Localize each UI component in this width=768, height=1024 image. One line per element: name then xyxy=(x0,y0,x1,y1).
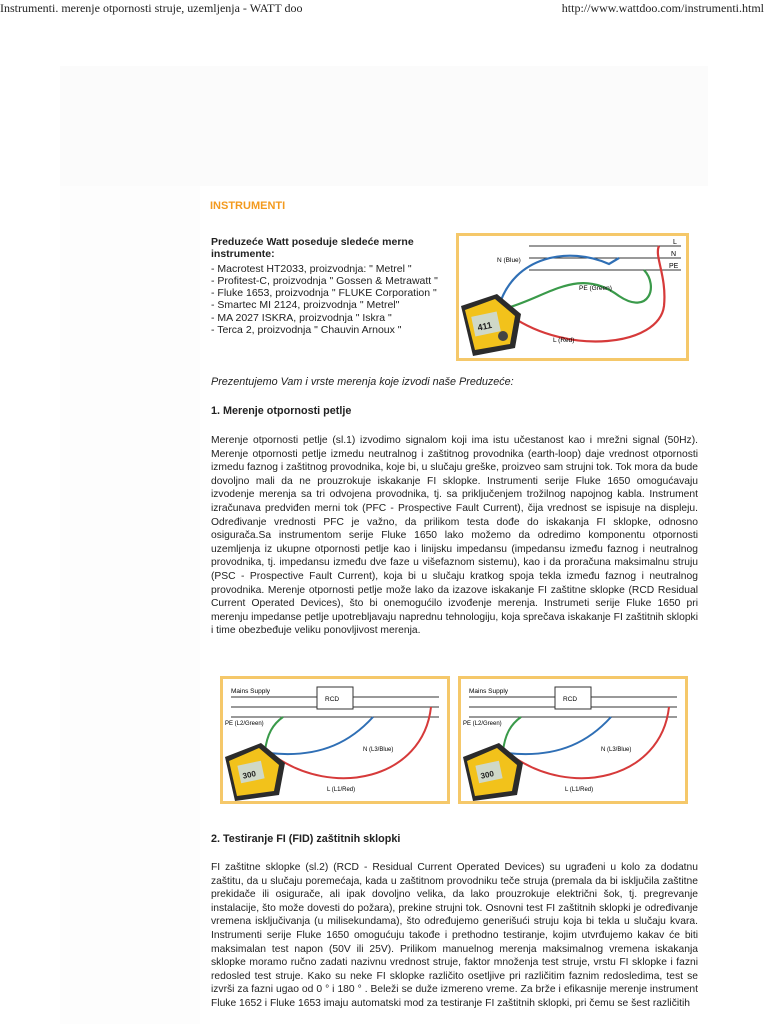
instrument-item: - Macrotest HT2033, proizvodnja: " Metrel " xyxy=(211,262,412,275)
n-label: N (L3/Blue) xyxy=(601,747,632,753)
instrument-item: - Smartec MI 2124, proizvodnja " Metrel" xyxy=(211,299,400,312)
instrument-list xyxy=(211,263,446,337)
rcd-diagram-left xyxy=(223,679,447,801)
mains-supply-label: Mains Supply xyxy=(231,688,271,695)
meter-display: 411 xyxy=(476,319,493,333)
multimeter-icon xyxy=(463,743,523,801)
loop-test-figure xyxy=(456,233,689,361)
l-wire-label: L (Red) xyxy=(553,337,575,344)
left-column xyxy=(60,186,200,1024)
pe-label: PE (L2/Green) xyxy=(225,721,264,727)
pe-wire-label: PE (Green) xyxy=(579,285,612,292)
instrument-item: - Profitest-C, proizvodnja " Gossen & Metrawatt " xyxy=(211,274,438,287)
mains-supply-label: Mains Supply xyxy=(469,688,509,695)
instrument-item: - MA 2027 ISKRA, proizvodnja " Iskra " xyxy=(211,311,392,324)
rcd-label: RCD xyxy=(325,696,340,703)
section-title: INSTRUMENTI xyxy=(210,200,286,212)
l-label: L (L1/Red) xyxy=(565,787,594,793)
section2-body: FI zaštitne sklopke (sl.2) (RCD - Residual Current Operated Devices) su ugrađeni u kolo za dodatnu zaštitu, da u slučaju poremećaja, kada u zaštitnom provodniku teče struja (premala da bi isključila zaštitne prekidače ili osigurače, ali ipak dovoljno velika, da lako prouzrokuje električni šok, tj. pregrevanje instalacije, što može dovesti do požara), prekine strujni tok. Osnovni test FI zaštitnih sklopki je određivanje vremena isključivanja (u milisekundama), što određujemo generišući struju koja bi tekla u slučaju kvara. Instrumenti serije Fluke 1650 omogućuju takođe i prethodno testiranje, kojim utvrđujemo kakav će biti maksimalan test napon (50V ili 25V). Prilikom manuelnog merenja maksimalnog vremena iskakanja sklopke moramo ručno zadati nazivnu vrednost struje, faktor množenja test struje, vrstu FI sklopke i fazni redosled test struje. Kako su neke FI sklopke različito osetljive pri različitim faznim redosledima, test se izvrši za fazni ugao od 0 ° i 180 ° . Beleži se duže izmereno vreme. Za brže i efikasnije merenje instrument Fluke 1652 i Fluke 1653 imaju automatski mod za testiranje FI zaštitnih sklopki, pri čemu se šest različitih xyxy=(211,862,698,1009)
page-header-url[interactable]: http://www.wattdoo.com/instrumenti.html xyxy=(561,1,764,15)
section1-heading: 1. Merenje otpornosti petlje xyxy=(211,405,352,417)
line-label-n: N xyxy=(671,251,677,258)
rcd-label: RCD xyxy=(563,696,578,703)
pe-label: PE (L2/Green) xyxy=(463,721,502,727)
line-label-l: L xyxy=(673,239,677,246)
banner-area xyxy=(60,66,708,186)
instrument-item: - Terca 2, proizvodnja " Chauvin Arnoux " xyxy=(211,324,402,337)
rcd-test-figure-right xyxy=(458,676,688,804)
rcd-test-figure-left xyxy=(220,676,450,804)
rcd-diagram-right xyxy=(461,679,685,801)
n-label: N (L3/Blue) xyxy=(363,747,394,753)
line-label-pe: PE xyxy=(669,263,679,270)
meter-display: 300 xyxy=(479,769,495,781)
intro-block xyxy=(211,236,446,336)
section1-body: Merenje otpornosti petlje (sl.1) izvodimo signalom koji ima istu učestanost kao i mrežni signal (50Hz). Merenje otpornosti petlje izmedu neutralnog i zaštitnog provodnika (earth-loop) daje vrednost otpornosti izmedu faznog i zaštitnog provodnika, koje bi, u slučaju greške, proizveo sam strujni tok. Tok mora da bude dovoljno mali da ne prouzrokuje iskakanje FI sklopke. Instrumenti serije Fluke 1650 omogućavaju izvodenje merenja sa tri odvojena provodnika, tj. sa priključenjem trožilnog napojnog kabla. Instrument izračunava predviđen merni tok (PFC - Prospective Fault Current), čija vrednost se ispisuje na displeju. Određivanje vrednosti PFC je važno, da prilikom testa dođe do iskakanja FI sklopke, odnosno osigurača.Sa instrumentom serije Fluke 1650 lako možemo da odredimo komponentu otpornosti uzemljenja iz ukupne otpornosti petlje kao i linijsku impedansu (impedansu između faznog i neutralnog provodnika, tj. impedansu između dve faze u višefaznom sistemu), kao i da proračuna maksimalnu struju (PSC - Prospective Fault Current), koja bi u slučaju kratkog spoja tekla između faznog i neutralnog provodnika. Merenje otpornosti petlje može lako da izazove iskakanje FI zaštitne sklopke (RCD Residual Current Operated Devices), što bi onemogućilo izvođenje merenja. Instrumeti serije Fluke 1650 pri merenju impedanse petlje upotrebljavaju naprednu tehnologiju, koja sprečava iskakanje FI zaštitnih sklopki i time obezbeđuje veliku ponovljivost merenja. xyxy=(211,435,698,637)
n-wire-label: N (Blue) xyxy=(497,257,521,264)
multimeter-icon xyxy=(461,294,521,356)
l-label: L (L1/Red) xyxy=(327,787,356,793)
meter-display: 300 xyxy=(241,769,257,781)
loop-test-diagram xyxy=(459,236,686,358)
page-header-title: Instrumenti. merenje otpornosti struje, uzemljenja - WATT doo xyxy=(0,1,303,15)
instrument-item: - Fluke 1653, proizvodnja " FLUKE Corporation " xyxy=(211,287,437,300)
section2-heading: 2. Testiranje FI (FID) zaštitnih sklopki xyxy=(211,833,401,845)
print-header xyxy=(0,0,768,16)
present-line: Prezentujemo Vam i vrste merenja koje izvodi naše Preduzeće: xyxy=(211,376,514,388)
intro-lead: Preduzeće Watt poseduje sledeće merne instrumente: xyxy=(211,236,414,261)
multimeter-icon xyxy=(225,743,285,801)
